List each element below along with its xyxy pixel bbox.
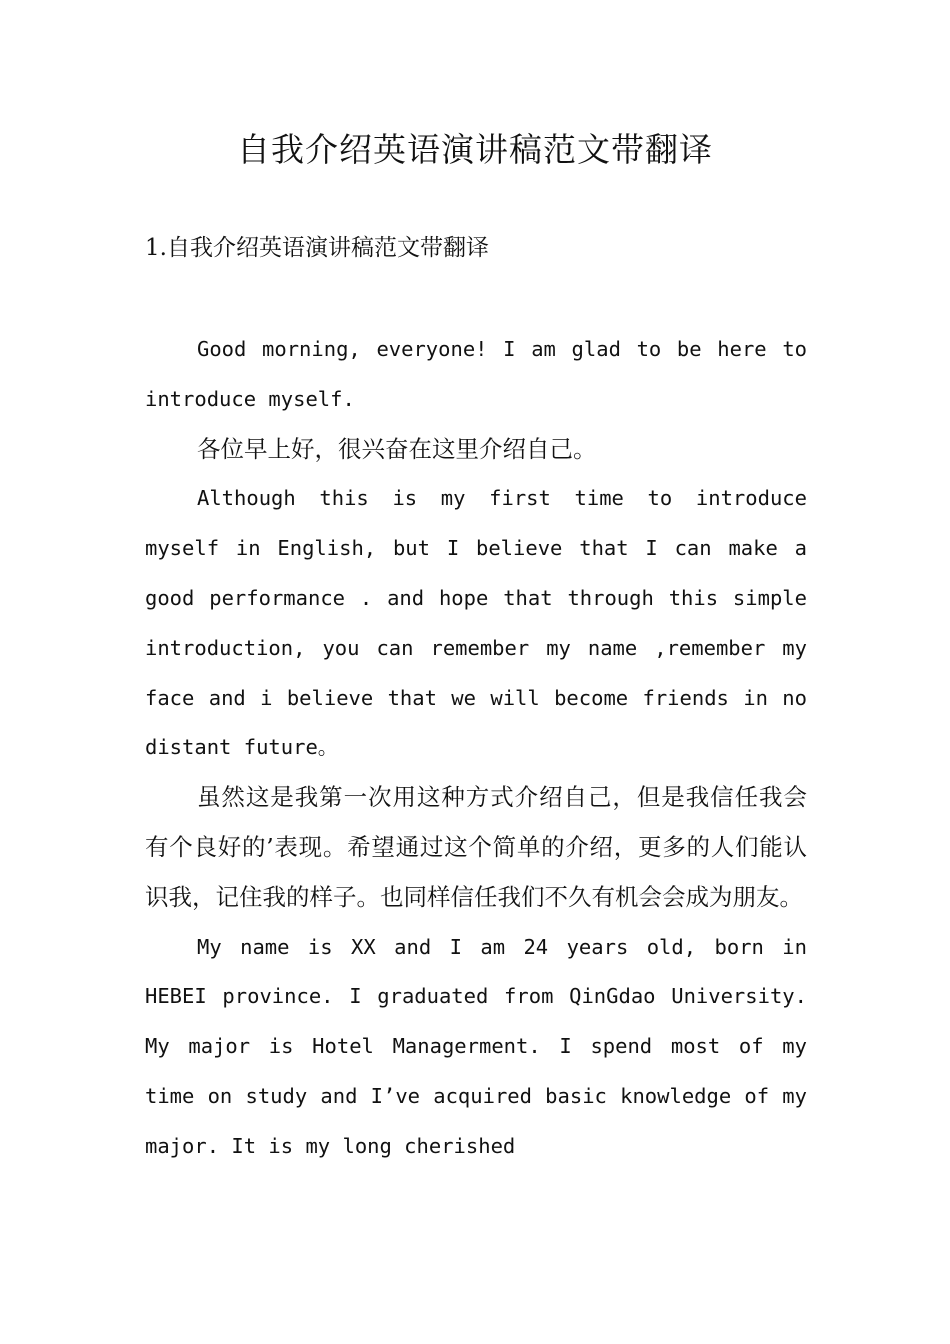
paragraph-background-en: My name is XX and I am 24 years old, born in HEBEI province. I graduated from QinGdao University. My major is Hotel Managerment. I spend most of my time on study and I’ve acquired basic knowledge of my major. It is my long cherished xyxy=(145,934,807,1158)
paragraph-greeting-zh: 各位早上好，很兴奋在这里介绍自己。 xyxy=(197,434,597,463)
document-title: 自我介绍英语演讲稿范文带翻译 xyxy=(237,130,713,169)
paragraph-greeting-en: Good morning, everyone! I am glad to be here to introduce myself. xyxy=(145,337,807,411)
document-body xyxy=(145,325,807,1172)
section-heading: 1.自我介绍英语演讲稿范文带翻译 xyxy=(145,235,489,261)
paragraph-first-time-zh: 虽然这是我第一次用这种方式介绍自己，但是我信任我会有个良好的’表现。希望通过这个简单的介绍，更多的人们能认识我，记住我的样子。也同样信任我们不久有机会会成为朋友。 xyxy=(145,783,807,911)
paragraph-first-time-en: Although this is my first time to introduce myself in English, but I believe that I can make a good performance . and hope that through this simple introduction, you can remember my name ,remember my face and i believe that we will become friends in no distant future。 xyxy=(145,486,807,760)
